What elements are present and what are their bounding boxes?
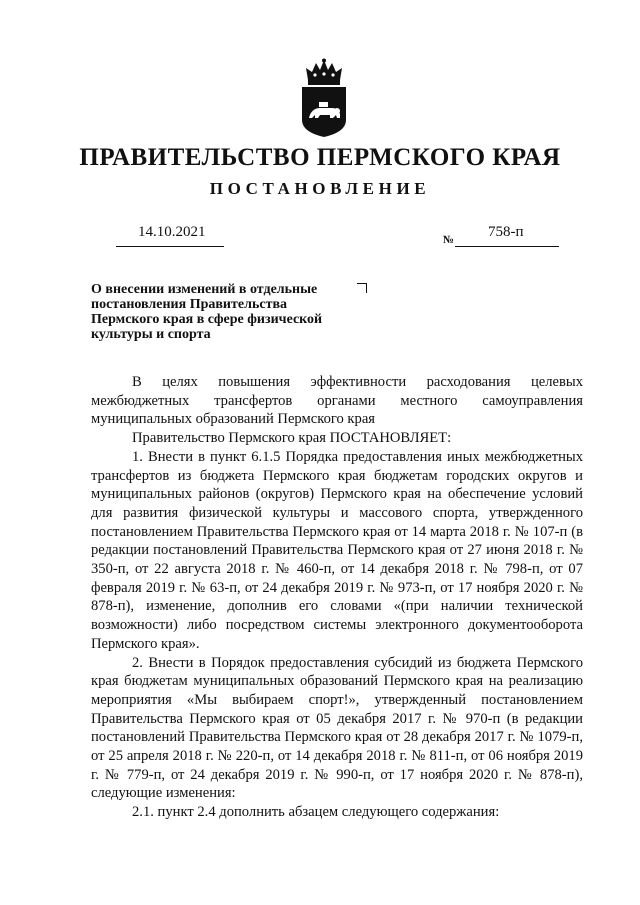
subject-corner-mark bbox=[357, 283, 367, 293]
paragraph-preamble: В целях повышения эффективности расходования целевых межбюджетных трансфертов органами местного самоуправления муниципальных образований Пермского края bbox=[91, 374, 583, 428]
document-date: 14.10.2021 bbox=[138, 224, 206, 240]
document-body bbox=[91, 373, 583, 822]
document-number: 758-п bbox=[488, 224, 524, 240]
perm-krai-coat-of-arms bbox=[299, 58, 349, 138]
paragraph-item-1: 1. Внести в пункт 6.1.5 Порядка предоставления иных межбюджетных трансфертов из бюджета Пермского края бюджетам городских округов и муниципальных районов (округов) Пермского края на обеспечение условий для развития физической культуры и массового спорта, утвержденного постановлением Правительства Пермского края от 14 марта 2018 г. № 107-п (в редакции постановлений Правительства Пермского края от 27 июня 2018 г. № 350-п, от 22 августа 2018 г. № 460-п, от 14 декабря 2018 г. № 798-п, от 07 февраля 2019 г. № 63-п, от 24 декабря 2019 г. № 973-п, от 17 ноября 2020 г. № 878-п), изменение, дополнив его словами «(при наличии технической возможности) либо посредством системы электронного документооборота Пермского края». bbox=[91, 448, 583, 652]
document-subject: О внесении изменений в отдельные постановления Правительства Пермского края в сфере физической культуры и спорта bbox=[91, 282, 323, 342]
paragraph-item-2-1: 2.1. пункт 2.4 дополнить абзацем следующего содержания: bbox=[132, 804, 500, 821]
paragraph-item-2: 2. Внести в Порядок предоставления субсидий из бюджета Пермского края бюджетам муниципальных образований Пермского края на реализацию мероприятия «Мы выбираем спорт!», утвержденный постановлением Правительства Пермского края от 05 декабря 2017 г. № 970-п (в редакции постановлений Правительства Пермского края от 28 декабря 2017 г. № 1079-п, от 25 апреля 2018 г. № 220-п, от 14 декабря 2018 г. № 811-п, от 06 ноября 2019 г. № 779-п, от 24 декабря 2019 г. № 990-п, от 17 ноября 2020 г. № 878-п), следующие изменения: bbox=[91, 654, 583, 802]
paragraph-resolves: Правительство Пермского края ПОСТАНОВЛЯЕТ: bbox=[132, 430, 452, 447]
number-sign: № bbox=[443, 234, 455, 246]
government-title: ПРАВИТЕЛЬСТВО ПЕРМСКОГО КРАЯ bbox=[79, 144, 561, 171]
document-type: ПОСТАНОВЛЕНИЕ bbox=[209, 179, 431, 198]
